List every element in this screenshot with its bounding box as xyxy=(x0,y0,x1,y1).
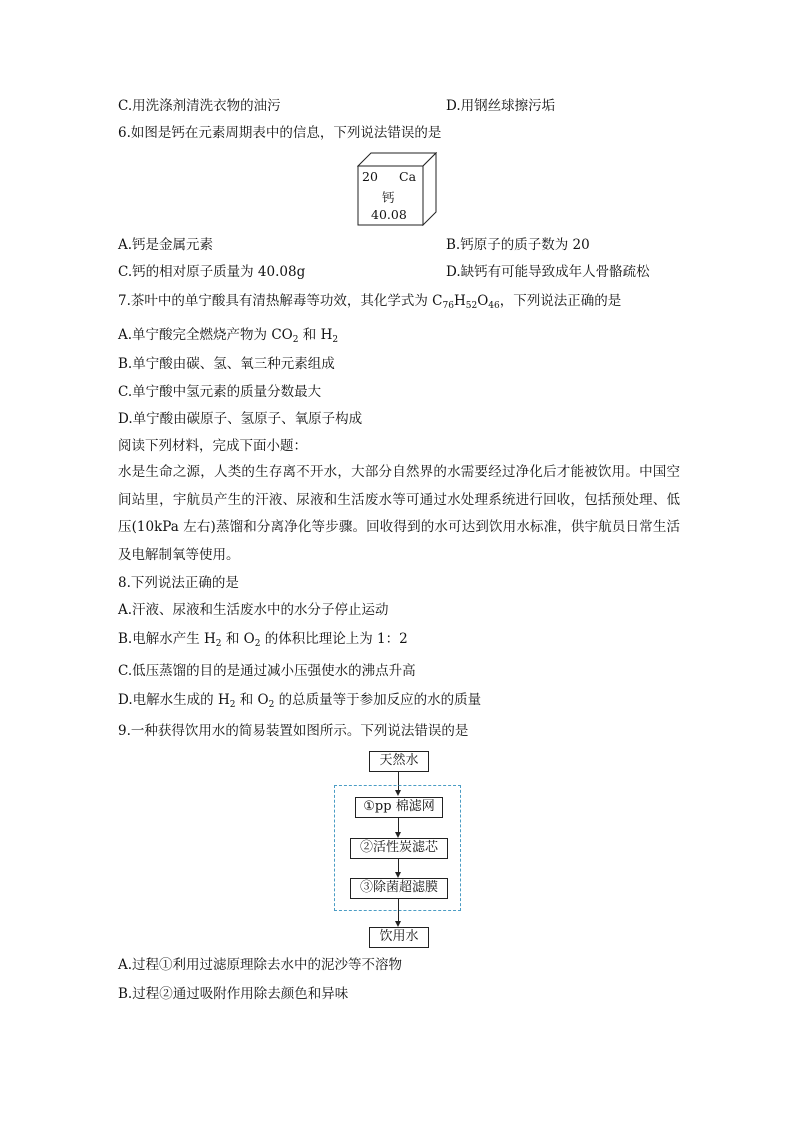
element-name: 钙 xyxy=(382,190,395,205)
q7-option-b: B.单宁酸由碳、氢、氧三种元素组成 xyxy=(118,356,335,372)
q7-option-d: D.单宁酸由碳原子、氢原子、氧原子构成 xyxy=(118,411,363,427)
flow-step-pp-cotton: ①pp 棉滤网 xyxy=(355,797,443,818)
element-symbol: Ca xyxy=(399,169,417,184)
atomic-number: 20 xyxy=(362,169,378,184)
q6-option-a: A.钙是金属元素 xyxy=(118,237,214,253)
q7-stem xyxy=(118,291,621,316)
reading-passage: 水是生命之源，人类的生存离不开水，大部分自然界的水需要经过净化后才能被饮用。中国空间站里，宇航员产生的汗液、尿液和生活废水等可通过水处理系统进行回收，包括预处理、低压(10kPa 左右)蒸馏和分离净化等步骤。回收得到的水可达到饮用水标准，供宇航员日常生活及电解制氧等使用。 xyxy=(118,464,680,563)
periodic-element-cube xyxy=(357,152,437,226)
q7-stem-text: 7.茶叶中的单宁酸具有清热解毒等功效，其化学式为 xyxy=(118,293,433,309)
q5-option-c: C.用洗涤剂清洗衣物的油污 xyxy=(118,98,281,114)
flow-natural-water: 天然水 xyxy=(369,751,429,772)
q8-option-d: D.电解水生成的 $H_2$ 和 $O_2$ 的总质量等于参加反应的水的质量 xyxy=(118,692,482,710)
q9-stem: 9.一种获得饮用水的简易装置如图所示。下列说法错误的是 xyxy=(118,723,469,739)
q8-option-a: A.汗液、尿液和生活废水中的水分子停止运动 xyxy=(118,602,389,618)
q8-stem: 8.下列说法正确的是 xyxy=(118,575,239,591)
flow-arrow-line xyxy=(398,817,399,833)
q9-option-b: B.过程②通过吸附作用除去颜色和异味 xyxy=(118,986,349,1002)
flow-arrow-line xyxy=(398,898,399,922)
q8-option-b: B.电解水产生 $H_2$ 和 $O_2$ 的体积比理论上为 1：2 xyxy=(118,631,408,649)
flow-drinking-water: 饮用水 xyxy=(369,927,429,948)
q7-formula: $C_{76}H_{52}O_{46}$ xyxy=(432,293,500,311)
flow-step-ultrafiltration: ③除菌超滤膜 xyxy=(350,878,448,899)
q6-option-b: B.钙原子的质子数为 20 xyxy=(446,237,590,253)
flow-arrow-line xyxy=(398,858,399,873)
reading-intro: 阅读下列材料，完成下面小题： xyxy=(118,438,307,454)
q8-option-c: C.低压蒸馏的目的是通过减小压强使水的沸点升高 xyxy=(118,663,416,679)
atomic-mass: 40.08 xyxy=(371,207,407,222)
q9-option-a: A.过程①利用过滤原理除去水中的泥沙等不溶物 xyxy=(118,957,403,973)
q6-option-c: C.钙的相对原子质量为 40.08g xyxy=(118,264,306,280)
q6-stem: 6.如图是钙在元素周期表中的信息，下列说法错误的是 xyxy=(118,125,442,141)
flow-step-activated-carbon: ②活性炭滤芯 xyxy=(350,838,448,859)
q7-option-c: C.单宁酸中氢元素的质量分数最大 xyxy=(118,384,322,400)
arrow-down-icon xyxy=(395,790,401,796)
q6-option-d: D.缺钙有可能导致成年人骨骼疏松 xyxy=(446,264,650,280)
q7-option-a: A.单宁酸完全燃烧产物为 $CO_2$ 和 $H_2$ xyxy=(118,327,339,345)
q5-option-d: D.用钢丝球擦污垢 xyxy=(446,98,556,114)
q7-stem-tail: ，下列说法正确的是 xyxy=(499,293,622,309)
